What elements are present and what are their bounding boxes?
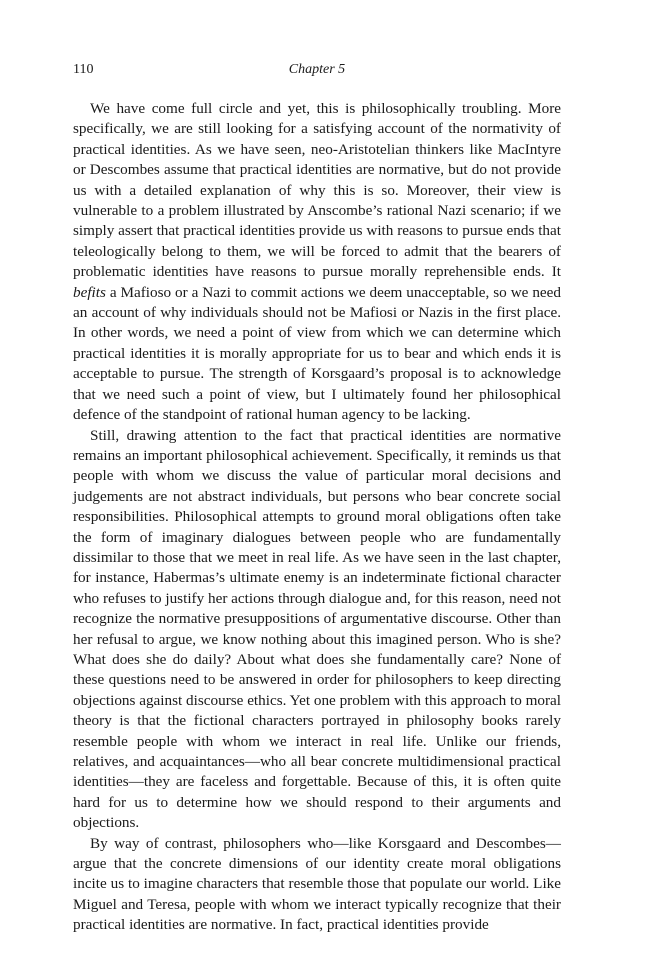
paragraph-2: Still, drawing attention to the fact that practical identities are normative remains an important philosophical achievement. Specifically, it reminds us that people with whom we discuss the value of particular moral decisions and judgements are not abstract individuals, but persons who bear concrete social responsibilities. Philosophical attempts to ground moral obligations often take the form of imaginary dialogues between people who are fundamentally dissimilar to those that we meet in real life. As we have seen in the last chapter, for instance, Habermas’s ultimate enemy is an indeterminate fictional character who refuses to justify her actions through dialogue and, for this reason, need not recognize the normative presuppositions of argumentative discourse. Other than her refusal to argue, we know nothing about this imagined person. Who is she? What does she do daily? About what does she fundamentally care? None of these questions need to be answered in order for philosophers to keep directing objections against discourse ethics. Yet one problem with this approach to moral theory is that the fictional characters portrayed in philosophy books rarely resemble people with whom we interact in real life. Unlike our friends, relatives, and acquaintances—who all bear concrete multidimensional practical identities—they are faceless and forgettable. Because of this, it is often quite hard for us to determine how we should respond to their arguments and objections. bbox=[73, 426, 562, 832]
paragraph-1 bbox=[73, 99, 561, 426]
chapter-title: Chapter 5 bbox=[288, 62, 346, 77]
paragraph-3: By way of contrast, philosophers who—like Korsgaard and Descombes—argue that the concrete dimensions of our identity create moral obligations incite us to imagine characters that resemble those that populate our world. Like Miguel and Teresa, people with whom we interact typically recognize that their practical identities are normative. In fact, practical identities provide bbox=[73, 834, 561, 934]
paragraph-1-text: We have come full circle and yet, this is philosophically troubling. More specifically, we are still looking for a satisfying account of the normativity of practical identities. As we have seen, neo-Aristotelian thinkers like MacIntyre or Descombes assume that practical identities are normative, but do not provide us with a detailed explanation of why this is so. Moreover, their view is vulnerable to a problem illustrated by Anscombe’s rational Nazi scenario; if we simply assert that practical identities provide us with reasons to pursue ends that teleologically belong to them, we will be forced to admit that the bearers of problematic identities have reasons to pursue morally reprehensible ends. It bbox=[73, 100, 561, 281]
emphasized-word: befits bbox=[73, 283, 106, 301]
book-page bbox=[73, 62, 561, 936]
paragraph-1-text-continued: a Mafioso or a Nazi to commit actions we deem unacceptable, so we need an account of why individuals should not be Mafiosi or Nazis in the first place. In other words, we need a point of view from which we can determine which practical identities it is morally appropriate for us to bear and which ends it is acceptable to pursue. The strength of Korsgaard’s proposal is to acknowledge that we need such a point of view, but I ultimately found her philosophical defence of the standpoint of rational human agency to be lacking. bbox=[73, 283, 561, 424]
running-head bbox=[73, 62, 561, 86]
page-number: 110 bbox=[73, 62, 94, 77]
body-text bbox=[73, 99, 561, 936]
